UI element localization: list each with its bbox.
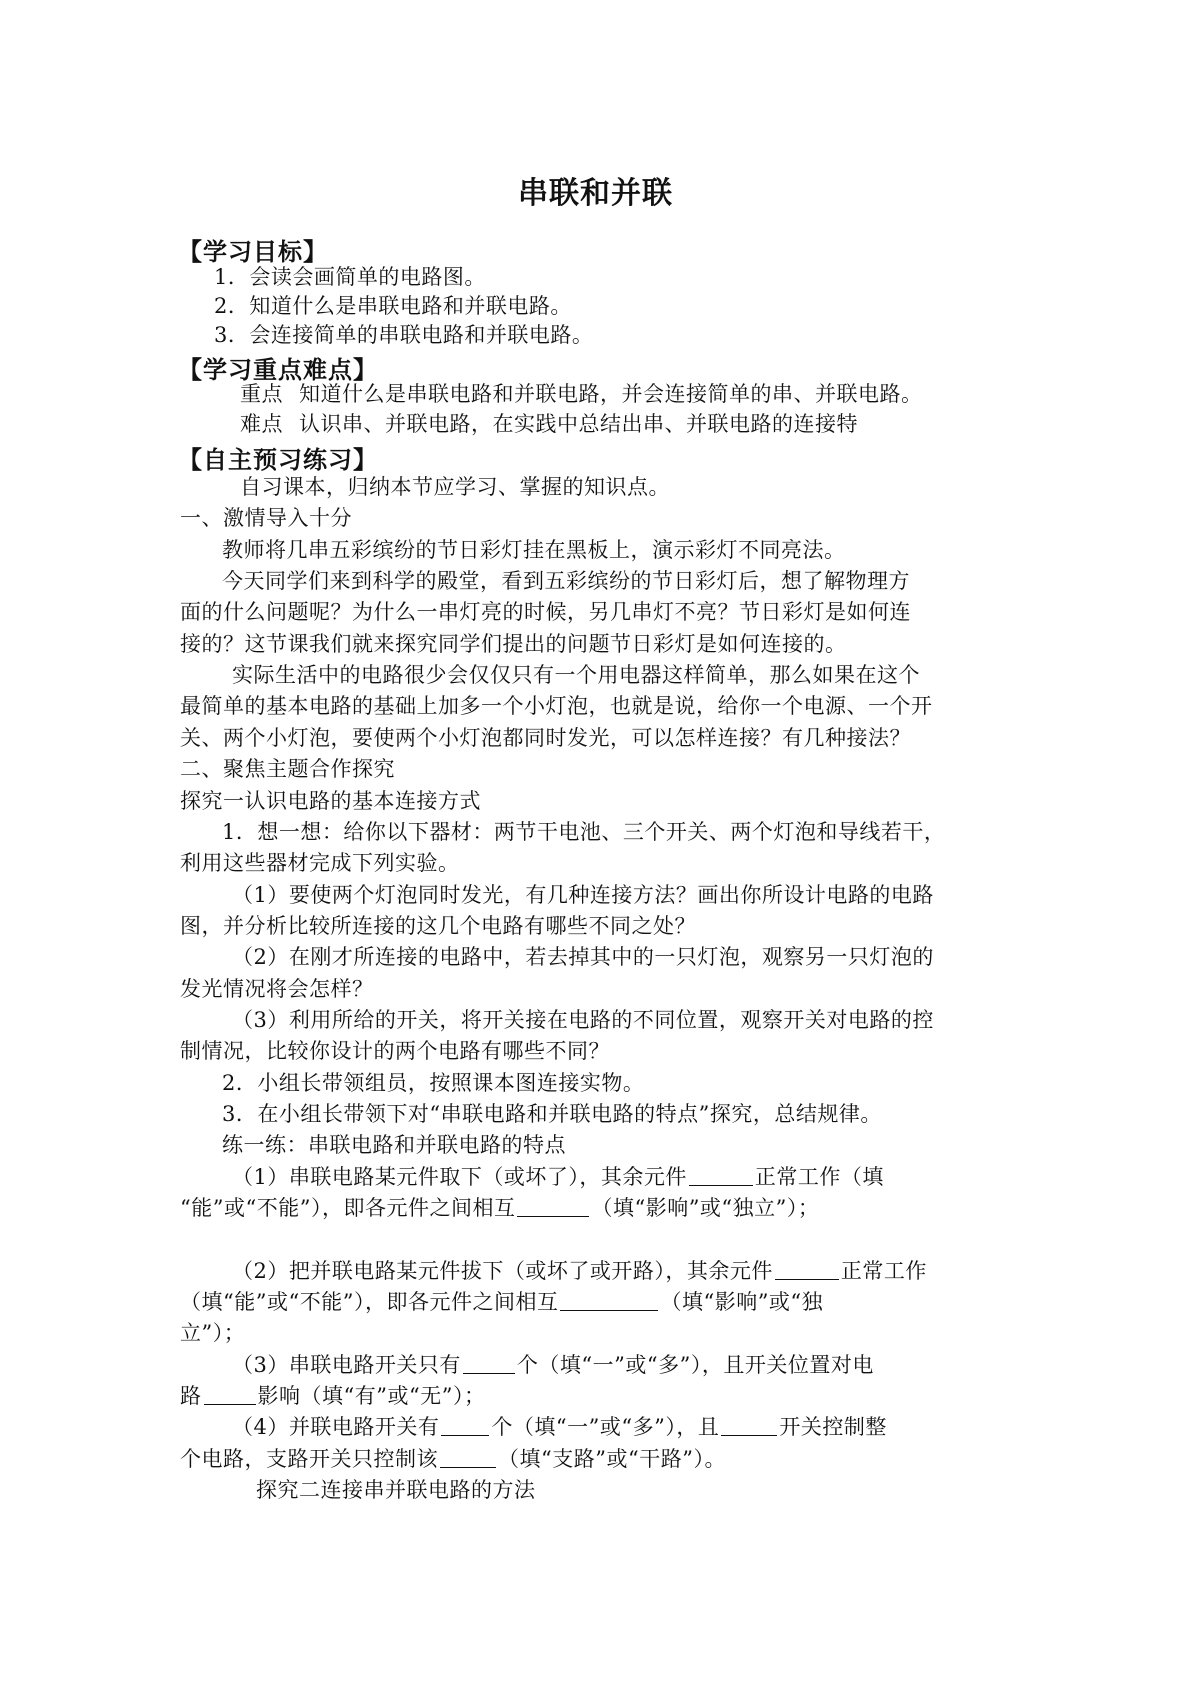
part2-title: 二、聚焦主题合作探究: [180, 757, 395, 781]
exercise1-text-a: （1）串联电路某元件取下（或坏了），其余元件: [232, 1165, 687, 1189]
exercise1-text-b: 正常工作（填: [754, 1165, 884, 1189]
exercise3-line-1: [232, 1350, 874, 1380]
question1-line-1: （1）要使两个灯泡同时发光，有几种连接方法？画出你所设计电路的电路: [232, 883, 934, 907]
exercise4-text-a: （4）并联电路开关有: [232, 1415, 440, 1439]
exercise2-text-a: （2）把并联电路某元件拔下（或坏了或开路），其余元件: [232, 1259, 773, 1283]
difficulty-text: 认识串、并联电路，在实践中总结出串、并联电路的连接特: [299, 412, 858, 436]
exercise1-line-2: [180, 1193, 819, 1223]
answer-blank[interactable]: [689, 1165, 753, 1186]
exercise2-line-3: 立”）；: [180, 1321, 246, 1345]
paragraph-1: 教师将几串五彩缤纷的节日彩灯挂在黑板上，演示彩灯不同亮法。: [222, 538, 846, 562]
answer-blank[interactable]: [775, 1259, 839, 1280]
paragraph-2-line-3: 接的？这节课我们就来探究同学们提出的问题节日彩灯是如何连接的。: [180, 632, 847, 656]
exercise2-text-c: （填“能”或“不能”），即各元件之间相互: [180, 1290, 559, 1314]
paragraph-2-line-1: 今天同学们来到科学的殿堂，看到五彩缤纷的节日彩灯后，想了解物理方: [222, 569, 910, 593]
exercise4-text-d: 个电路，支路开关只控制该: [180, 1447, 438, 1471]
focus-line: [240, 379, 923, 409]
answer-blank[interactable]: [560, 1290, 658, 1311]
part1-title: 一、激情导入十分: [180, 506, 352, 530]
answer-blank[interactable]: [517, 1196, 589, 1217]
question1-line-2: 图，并分析比较所连接的这几个电路有哪些不同之处？: [180, 914, 696, 938]
step2: 2．小组长带领组员，按照课本图连接实物。: [222, 1071, 645, 1095]
exercise4-text-e: （填“支路”或“干路”）。: [498, 1447, 726, 1471]
paragraph-3-line-2: 最简单的基本电路的基础上加多一个小灯泡，也就是说，给你一个电源、一个开: [180, 694, 933, 718]
step1-line-1: 1．想一想：给你以下器材：两节干电池、三个开关、两个灯泡和导线若干，: [222, 820, 946, 844]
exercise4-line-2: [180, 1444, 726, 1474]
focus-label: 重点: [240, 382, 283, 406]
exercise4-text-c: 开关控制整: [779, 1415, 887, 1439]
objective-item-2: 2．知道什么是串联电路和并联电路。: [214, 294, 572, 318]
exercise3-text-d: 影响（填“有”或“无”）；: [257, 1384, 486, 1408]
explore2-title: 探究二连接串并联电路的方法: [256, 1478, 536, 1502]
exercise1-text-d: （填“影响”或“独立”）；: [591, 1196, 820, 1220]
difficulty-label: 难点: [240, 412, 283, 436]
key-points-heading: 【学习重点难点】: [178, 356, 378, 384]
exercise2-text-d: （填“影响”或“独: [660, 1290, 824, 1314]
focus-text: 知道什么是串联电路和并联电路，并会连接简单的串、并联电路。: [299, 382, 923, 406]
answer-blank[interactable]: [463, 1353, 515, 1374]
exercise2-text-b: 正常工作: [840, 1259, 927, 1283]
answer-blank[interactable]: [204, 1384, 256, 1405]
exercise4-line-1: [232, 1412, 887, 1442]
objectives-heading: 【学习目标】: [178, 238, 328, 266]
exercise2-line-1: [232, 1256, 927, 1286]
exercise3-text-a: （3）串联电路开关只有: [232, 1353, 461, 1377]
exercise4-text-b: 个（填“一”或“多”），且: [491, 1415, 720, 1439]
answer-blank[interactable]: [441, 1415, 489, 1436]
preview-intro: 自习课本，归纳本节应学习、掌握的知识点。: [240, 475, 670, 499]
paragraph-3-line-1: 实际生活中的电路很少会仅仅只有一个用电器这样简单，那么如果在这个: [232, 663, 920, 687]
exercise3-text-b: 个（填“一”或“多”），且开关位置对电: [516, 1353, 874, 1377]
paragraph-2-line-2: 面的什么问题呢？为什么一串灯亮的时候，另几串灯不亮？节日彩灯是如何连: [180, 600, 911, 624]
answer-blank[interactable]: [721, 1415, 777, 1436]
exercise2-line-2: [180, 1287, 823, 1317]
question3-line-1: （3）利用所给的开关，将开关接在电路的不同位置，观察开关对电路的控: [232, 1008, 934, 1032]
step1-line-2: 利用这些器材完成下列实验。: [180, 851, 460, 875]
difficulty-line: [240, 409, 858, 439]
question2-line-2: 发光情况将会怎样？: [180, 977, 374, 1001]
objective-item-1: 1．会读会画简单的电路图。: [214, 265, 486, 289]
step3: 3．在小组长带领下对“串联电路和并联电路的特点”探究，总结规律。: [222, 1102, 882, 1126]
exercise1-line-1: [232, 1162, 884, 1192]
answer-blank[interactable]: [440, 1447, 496, 1468]
preview-heading: 【自主预习练习】: [178, 446, 378, 474]
paragraph-3-line-3: 关、两个小灯泡，要使两个小灯泡都同时发光，可以怎样连接？有几种接法？: [180, 726, 911, 750]
exercise1-text-c: “能”或“不能”），即各元件之间相互: [180, 1196, 516, 1220]
exercise3-line-2: [180, 1381, 485, 1411]
page-title: 串联和并联: [518, 176, 673, 211]
explore1-title: 探究一认识电路的基本连接方式: [180, 789, 481, 813]
question3-line-2: 制情况，比较你设计的两个电路有哪些不同？: [180, 1039, 610, 1063]
objective-item-3: 3．会连接简单的串联电路和并联电路。: [214, 323, 594, 347]
exercise3-text-c: 路: [180, 1384, 202, 1408]
practice-title: 练一练：串联电路和并联电路的特点: [222, 1133, 566, 1157]
question2-line-1: （2）在刚才所连接的电路中，若去掉其中的一只灯泡，观察另一只灯泡的: [232, 945, 934, 969]
